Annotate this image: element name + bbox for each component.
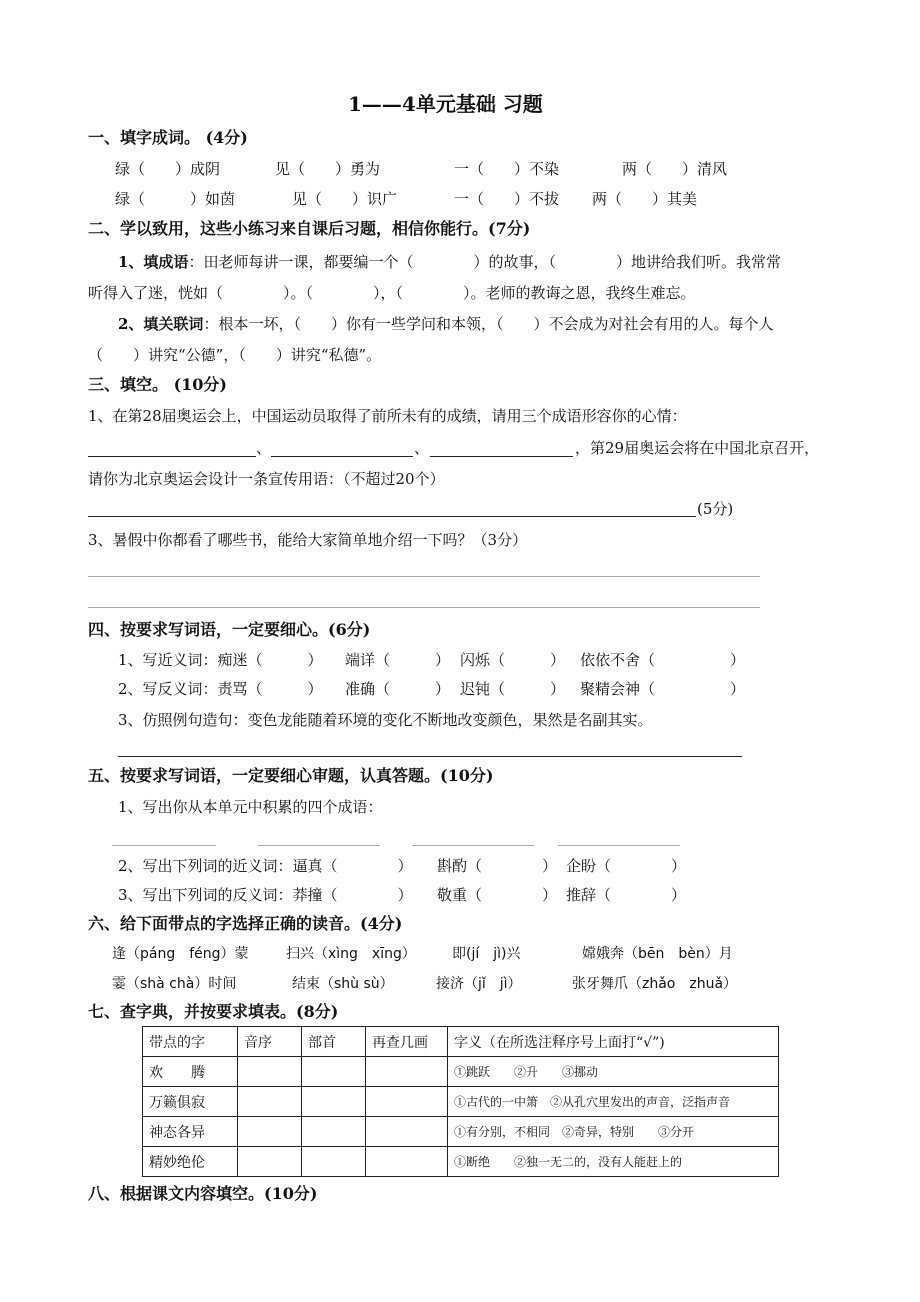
section-2-heading: 二、学以致用，这些小练习来自课后习题，相信你能行。(7分) xyxy=(88,219,531,238)
s3-q2: 请你为北京奥运会设计一条宣传用语：（不超过20个） xyxy=(88,470,445,488)
answer-line[interactable] xyxy=(558,845,680,846)
s6-item: 逢（páng féng）蒙 xyxy=(112,946,249,962)
table-cell-input[interactable] xyxy=(238,1087,302,1117)
table-cell-word: 神态各异 xyxy=(143,1117,238,1147)
s5-syn: 企盼（ ） xyxy=(566,857,687,875)
table-cell-meaning[interactable]: ①有分别，不相同 ②奇异，特别 ③分开 xyxy=(448,1117,779,1147)
answer-line[interactable] xyxy=(258,845,380,846)
table-cell-word: 万籁俱寂 xyxy=(143,1087,238,1117)
s1-item: 见（ ）勇为 xyxy=(275,160,381,178)
s4-syn: 1、写近义词：痴迷（ ） xyxy=(118,651,323,669)
table-cell-word: 精妙绝伦 xyxy=(143,1147,238,1177)
s5-syn: 2、写出下列词的近义词：逼真（ ） xyxy=(118,857,413,875)
s6-item: 嫦娥奔（bēn bèn）月 xyxy=(582,946,733,962)
s4-ant: 2、写反义词：责骂（ ） xyxy=(118,680,323,698)
table-cell-input[interactable] xyxy=(238,1147,302,1177)
dictionary-table xyxy=(142,1026,779,1177)
table-header: 带点的字 xyxy=(143,1027,238,1057)
answer-line[interactable] xyxy=(88,516,696,517)
s5-ant: 推辞（ ） xyxy=(566,886,687,904)
table-header-row xyxy=(143,1027,779,1057)
table-cell-input[interactable] xyxy=(302,1087,366,1117)
s6-item: 即(jí jì)兴 xyxy=(452,946,521,962)
s1-item: 两（ ）清风 xyxy=(622,160,728,178)
s1-item: 绿（ ）成阴 xyxy=(115,160,221,178)
section-5-heading: 五、按要求写词语，一定要细心审题，认真答题。(10分) xyxy=(88,766,494,785)
section-8-heading: 八、根据课文内容填空。(10分) xyxy=(88,1184,318,1203)
s4-ant: 迟钝（ ） xyxy=(460,680,566,698)
table-cell-meaning[interactable]: ①跳跃 ②升 ③挪动 xyxy=(448,1057,779,1087)
table-header: 再查几画 xyxy=(366,1027,448,1057)
s4-syn: 依依不舍（ ） xyxy=(580,651,746,669)
page-title: 1——4单元基础 习题 xyxy=(348,92,543,116)
table-row xyxy=(143,1147,779,1177)
table-cell-word: 欢 腾 xyxy=(143,1057,238,1087)
table-cell-input[interactable] xyxy=(366,1057,448,1087)
table-cell-input[interactable] xyxy=(238,1057,302,1087)
s3-q1-tail: ，第29届奥运会将在中国北京召开， xyxy=(575,439,820,457)
s2-q1-label: 1、填成语 xyxy=(118,253,189,271)
answer-line[interactable] xyxy=(118,756,742,757)
s4-syn: 端详（ ） xyxy=(345,651,451,669)
s5-syn: 斟酌（ ） xyxy=(437,857,558,875)
s2-q2-text: ：根本一坏，（ ）你有一些学问和本领，（ ）不会成为对社会有用的人。每个人 xyxy=(203,315,774,333)
s3-sep: 、 xyxy=(414,439,430,457)
s2-q1-line2: 听得入了迷，恍如（ ）。（ ），（ ）。老师的教诲之恩，我终生难忘。 xyxy=(88,284,696,302)
answer-line[interactable] xyxy=(88,576,760,577)
s3-q2-score: (5分) xyxy=(697,500,734,518)
s6-item: 接济（jǐ jì） xyxy=(436,976,522,992)
s5-ant: 3、写出下列词的反义词：莽撞（ ） xyxy=(118,886,413,904)
table-cell-input[interactable] xyxy=(302,1147,366,1177)
s4-syn: 闪烁（ ） xyxy=(460,651,566,669)
answer-line[interactable] xyxy=(271,456,413,457)
answer-line[interactable] xyxy=(88,607,760,608)
s2-q1-line1 xyxy=(118,252,781,272)
section-6-heading: 六、给下面带点的字选择正确的读音。(4分) xyxy=(88,914,403,933)
s2-q1-text: ：田老师每讲一课，都要编一个（ ）的故事，（ ）地讲给我们听。我常常 xyxy=(188,253,781,271)
table-cell-input[interactable] xyxy=(302,1057,366,1087)
answer-line[interactable] xyxy=(112,845,216,846)
s2-q2-line2: （ ）讲究“公德”，（ ）讲究“私德”。 xyxy=(88,346,382,364)
s4-ant: 聚精会神（ ） xyxy=(580,680,746,698)
table-cell-input[interactable] xyxy=(366,1087,448,1117)
s2-q2-label: 2、填关联词 xyxy=(118,315,204,333)
s1-item: 一（ ）不染 xyxy=(454,160,560,178)
table-row xyxy=(143,1057,779,1087)
table-cell-meaning[interactable]: ①断绝 ②独一无二的，没有人能赶上的 xyxy=(448,1147,779,1177)
table-cell-input[interactable] xyxy=(366,1117,448,1147)
s6-item: 扫兴（xìng xīng） xyxy=(286,946,416,962)
table-row xyxy=(143,1087,779,1117)
s6-item: 张牙舞爪（zhǎo zhuǎ） xyxy=(572,976,738,992)
table-cell-input[interactable] xyxy=(366,1147,448,1177)
table-header: 部首 xyxy=(302,1027,366,1057)
s6-item: 结束（shù sù） xyxy=(292,976,394,992)
s1-item: 一（ ）不拔 xyxy=(454,190,560,208)
table-cell-meaning[interactable]: ①古代的一中箫 ②从孔穴里发出的声音，泛指声音 xyxy=(448,1087,779,1117)
section-7-heading: 七、查字典，并按要求填表。(8分) xyxy=(88,1002,339,1021)
answer-line[interactable] xyxy=(412,845,534,846)
s2-q2-line1 xyxy=(118,314,773,334)
section-4-heading: 四、按要求写词语，一定要细心。(6分) xyxy=(88,620,371,639)
s6-item: 霎（shà chà）时间 xyxy=(112,976,237,992)
section-3-heading: 三、填空。 (10分) xyxy=(88,375,227,394)
table-header: 音序 xyxy=(238,1027,302,1057)
answer-line[interactable] xyxy=(430,456,573,457)
s5-ant: 敬重（ ） xyxy=(437,886,558,904)
s4-ant: 准确（ ） xyxy=(345,680,451,698)
table-row xyxy=(143,1117,779,1147)
s5-q1: 1、写出你从本单元中积累的四个成语： xyxy=(118,798,383,816)
s1-item: 绿（ ）如茵 xyxy=(115,190,236,208)
s3-q1: 1、在第28届奥运会上，中国运动员取得了前所未有的成绩，请用三个成语形容你的心情： xyxy=(88,407,687,425)
s4-q3: 3、仿照例句造句：变色龙能随着环境的变化不断地改变颜色，果然是名副其实。 xyxy=(118,711,653,729)
s3-sep: 、 xyxy=(256,439,272,457)
s1-item: 见（ ）识广 xyxy=(292,190,398,208)
section-1-heading: 一、填字成词。 (4分) xyxy=(88,128,248,147)
s1-item: 两（ ）其美 xyxy=(592,190,698,208)
s3-q3: 3、暑假中你都看了哪些书，能给大家简单地介绍一下吗？（3分） xyxy=(88,531,528,549)
table-header: 字义（在所选注释序号上面打“√”) xyxy=(448,1027,779,1057)
answer-line[interactable] xyxy=(88,456,256,457)
table-cell-input[interactable] xyxy=(302,1117,366,1147)
table-cell-input[interactable] xyxy=(238,1117,302,1147)
